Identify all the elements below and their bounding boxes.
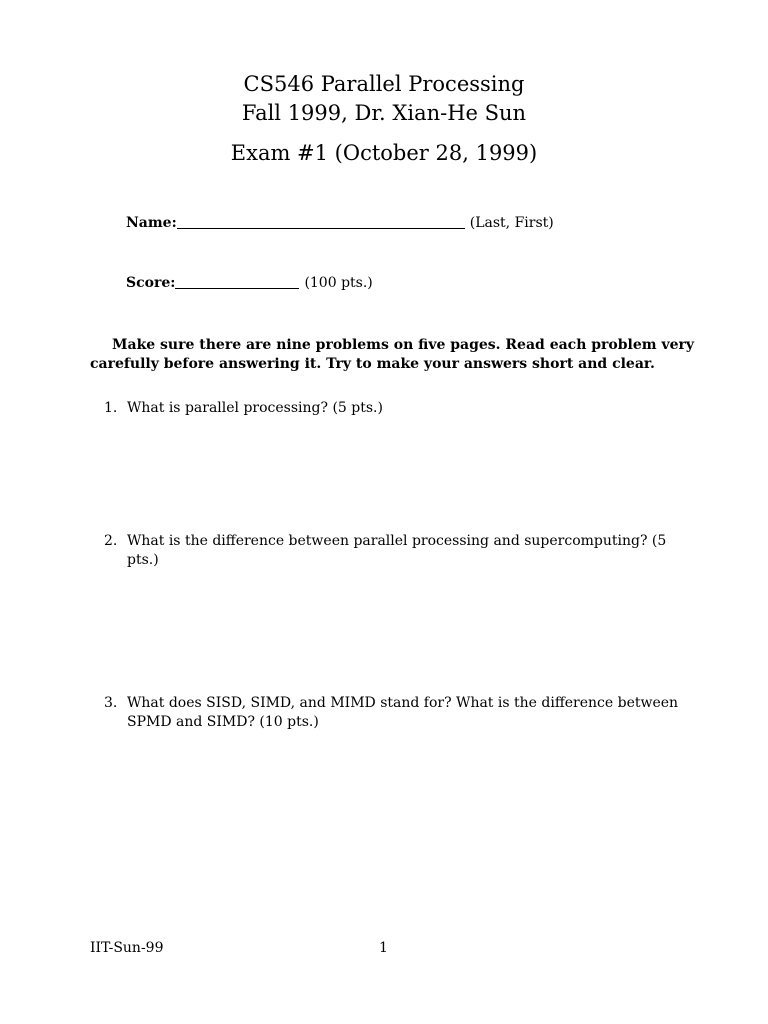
question-text: What is parallel processing? (5 pts.) bbox=[127, 400, 383, 416]
score-field-row bbox=[126, 270, 373, 292]
score-note: (100 pts.) bbox=[304, 275, 373, 291]
name-blank-line[interactable] bbox=[177, 228, 465, 229]
name-label: Name: bbox=[126, 215, 177, 231]
question-number: 3. bbox=[104, 695, 118, 711]
score-label: Score: bbox=[126, 275, 176, 291]
question-number: 2. bbox=[104, 533, 118, 549]
course-title: CS546 Parallel Processing bbox=[243, 72, 525, 96]
question-number: 1. bbox=[104, 400, 118, 416]
term-instructor: Fall 1999, Dr. Xian-He Sun bbox=[241, 101, 527, 125]
exam-title: Exam #1 (October 28, 1999) bbox=[230, 141, 538, 165]
question-item bbox=[104, 399, 684, 418]
name-field-row bbox=[126, 210, 554, 232]
page-number: 1 bbox=[379, 940, 388, 956]
question-item bbox=[104, 694, 684, 732]
question-text: What is the difference between parallel processing and supercomputing? (5 pts.) bbox=[127, 533, 667, 568]
instructions-line-2: carefully before answering it. Try to make your answers short and clear. bbox=[90, 356, 655, 372]
question-item bbox=[104, 532, 684, 570]
footer-label: IIT-Sun-99 bbox=[90, 940, 164, 956]
score-blank-line[interactable] bbox=[175, 288, 299, 289]
instructions-paragraph bbox=[90, 336, 695, 374]
instructions-line-1: Make sure there are nine problems on five pages. Read each problem very bbox=[112, 337, 695, 353]
name-note: (Last, First) bbox=[469, 215, 554, 231]
question-text: What does SISD, SIMD, and MIMD stand for? What is the difference between SPMD and SIMD? (10 pts.) bbox=[127, 695, 679, 730]
